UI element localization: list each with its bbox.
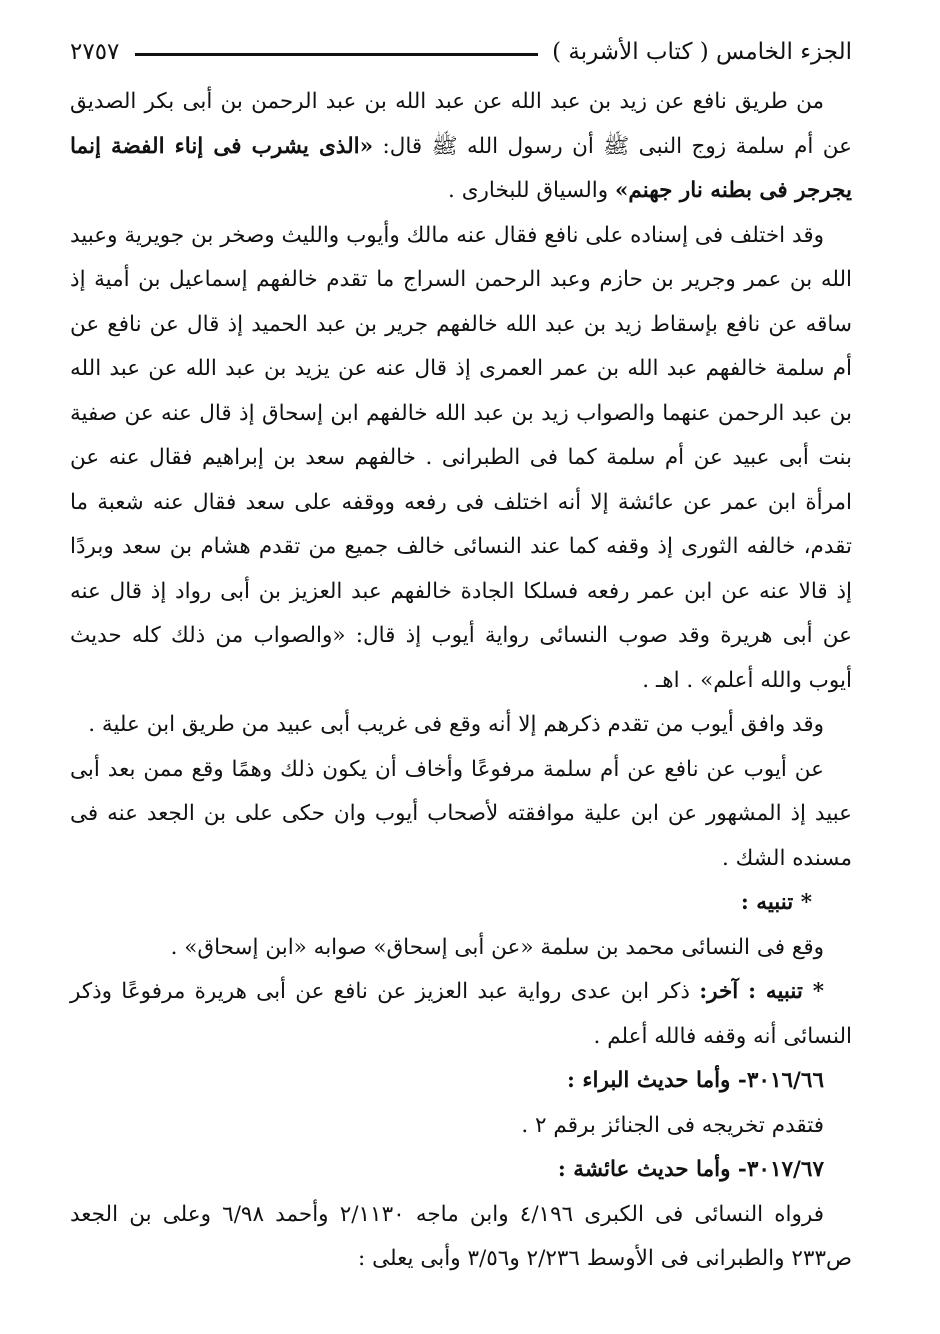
hadith-2-heading: ٣٠١٧/٦٧- وأما حديث عائشة : bbox=[557, 1157, 824, 1182]
header-rule bbox=[135, 53, 538, 56]
hadith-2-heading-line bbox=[70, 1148, 852, 1193]
note-1-heading: * تنبيه : bbox=[740, 890, 812, 915]
running-header bbox=[70, 34, 852, 70]
hadith-1-text: فتقدم تخريجه فى الجنائز برقم ٢ . bbox=[521, 1112, 824, 1138]
hadith-2-text: فرواه النسائى فى الكبرى ٤/١٩٦ وابن ماجه ٢/١١٣٠ وأحمد ٦/٩٨ وعلى بن الجعد ص٢٣٣ والطبرانى فى الأوسط ٢/٢٣٦ و٣/٥٦ وأبى يعلى : bbox=[70, 1201, 852, 1271]
paragraph-2: وقد اختلف فى إسناده على نافع فقال عنه مالك وأيوب والليث وصخر بن جويرية وعبيد الله بن عمر وجرير بن حازم وعبد الرحمن السراج ما تقدم خالفهم إسماعيل بن أمية إذ ساقه عن نافع بإسقاط زيد بن عبد الله خالفهم جرير بن عبد الحميد إذ قال عن نافع عن أم سلمة خالفهم عبد الله بن عمر العمرى إذ قال عنه عن يزيد بن عبد الله عن عبد الله بن عبد الرحمن عنهما والصواب زيد بن عبد الله خالفهم ابن إسحاق إذ قال عنه عن صفية بنت أبى عبيد عن أم سلمة كما فى الطبرانى . خالفهم سعد بن إبراهيم فقال عنه عن امرأة ابن عمر عن عائشة إلا أنه اختلف فى رفعه ووقفه على سعد فقال عنه شعبة ما تقدم، خالفه الثورى إذ وقفه كما عند النسائى خالف جميع من تقدم هشام بن سعد وبردًا إذ قالا عنه عن ابن عمر رفعه فسلكا الجادة خالفهم عبد العزيز بن أبى رواد إذ قال عنه عن أبى هريرة وقد صوب النسائى رواية أيوب إذ قال: «والصواب من ذلك كله حديث أيوب والله أعلم» . اهـ . bbox=[70, 222, 852, 693]
hadith-1-heading-line bbox=[70, 1059, 852, 1104]
paragraph-4: عن أيوب عن نافع عن أم سلمة مرفوعًا وأخاف أن يكون ذلك وهمًا وقع ممن بعد أبى عبيد إذ المشهور عن ابن علية موافقته لأصحاب أيوب وان حكى على بن الجعد عنه فى مسنده الشك . bbox=[70, 756, 852, 871]
paragraph-3: وقد وافق أيوب من تقدم ذكرهم إلا أنه وقع فى غريب أبى عبيد من طريق ابن علية . bbox=[88, 712, 824, 737]
note-1-heading-line bbox=[70, 881, 852, 926]
note-2-heading: * تنبيه : آخر: bbox=[699, 979, 824, 1004]
note-1-text: وقع فى النسائى محمد بن سلمة «عن أبى إسحاق» صوابه «ابن إسحاق» . bbox=[170, 934, 824, 960]
paragraph-1-text: من طريق نافع عن زيد بن عبد الله عن عبد الله بن عبد الرحمن بن أبى بكر الصديق عن أم سلمة زوج النبى ﷺ أن رسول الله ﷺ قال: bbox=[70, 89, 852, 159]
hadith-1-heading: ٣٠١٦/٦٦- وأما حديث البراء : bbox=[567, 1068, 824, 1093]
page-number: ٢٧٥٧ bbox=[70, 39, 120, 65]
hadith-1-text-line bbox=[70, 1104, 852, 1149]
book-page bbox=[70, 34, 852, 1304]
paragraph-1 bbox=[70, 80, 852, 214]
note-2-text: ذكر ابن عدى رواية عبد العزيز عن نافع عن أبى هريرة مرفوعًا وذكر النسائى أنه وقفه فالله أعلم . bbox=[70, 979, 852, 1049]
hadith-quote: «الذى يشرب فى إناء الفضة إنما يجرجر فى بطنه نار جهنم» bbox=[70, 133, 852, 203]
header-title: الجزء الخامس ( كتاب الأشربة ) bbox=[552, 39, 852, 65]
note-2 bbox=[70, 970, 852, 1059]
body-text bbox=[70, 80, 852, 1282]
paragraph-1-tail: والسياق للبخارى . bbox=[448, 178, 615, 203]
